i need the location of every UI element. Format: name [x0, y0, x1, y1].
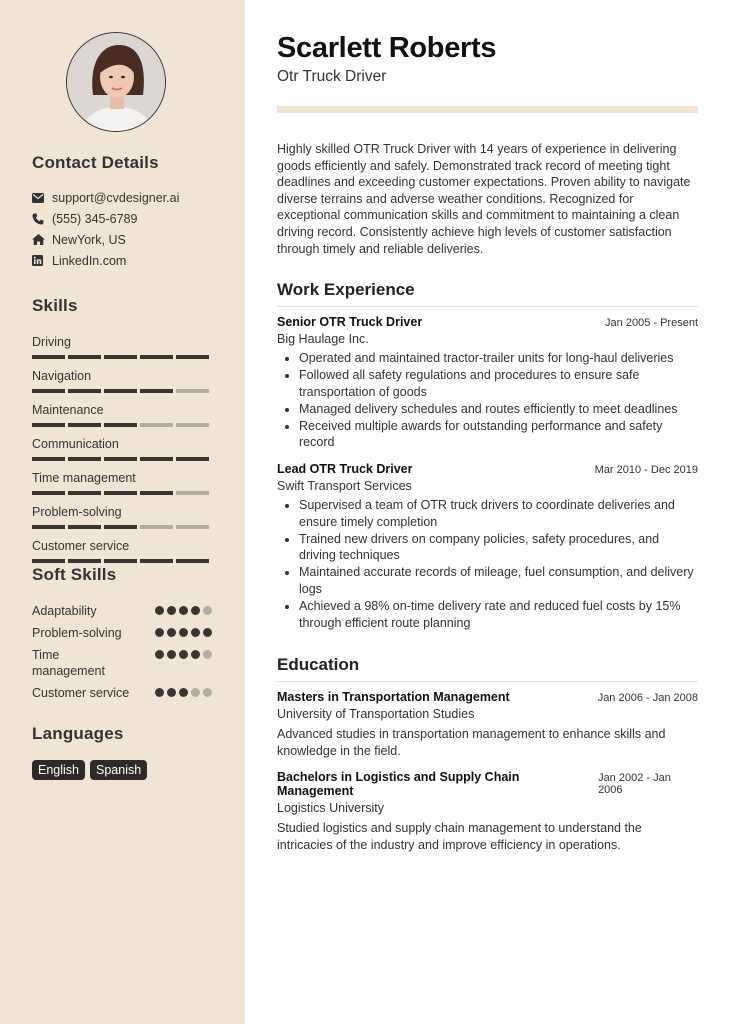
candidate-name: Scarlett Roberts: [277, 32, 497, 64]
accent-divider: [277, 106, 698, 113]
skill-level-segment: [104, 423, 137, 427]
skill-level-segment: [68, 457, 101, 461]
skill-level-segment: [176, 491, 209, 495]
work-bullets: [277, 350, 698, 451]
contact-linkedin[interactable]: [32, 250, 212, 271]
skill-level-segment: [140, 457, 173, 461]
education-entry: [277, 690, 698, 759]
avatar: [66, 32, 166, 132]
skill-level-segment: [176, 525, 209, 529]
skill-name: Time management: [32, 471, 136, 485]
soft-skill-rating: [155, 606, 212, 615]
soft-skill-rating: [155, 688, 212, 697]
skill-level-bar: [32, 457, 212, 461]
skill-level-segment: [68, 389, 101, 393]
rating-dot: [203, 688, 212, 697]
skills-list: [32, 334, 212, 563]
rating-dot: [191, 650, 200, 659]
skill-level-segment: [140, 525, 173, 529]
work-bullet: • Maintained accurate records of mileage, fuel consumption, and delivery logs: [299, 564, 698, 597]
skill-level-bar: [32, 525, 212, 529]
work-date: Mar 2010 - Dec 2019: [594, 464, 698, 476]
work-company: Big Haulage Inc.: [277, 332, 369, 346]
skill-level-segment: [140, 423, 173, 427]
skill-level-segment: [104, 355, 137, 359]
rating-dot: [191, 688, 200, 697]
soft-skill-name: Customer service: [32, 686, 130, 700]
contact-email[interactable]: [32, 187, 212, 208]
profile-photo-icon: [67, 33, 166, 132]
education-description: Studied logistics and supply chain management to understand the intricacies of the industry and improve efficiency in operations.: [277, 821, 642, 852]
skill-level-segment: [140, 389, 173, 393]
contact-heading: Contact Details: [32, 153, 159, 172]
rating-dot: [167, 688, 176, 697]
contact-section: [32, 153, 212, 271]
skill-level-segment: [176, 423, 209, 427]
envelope-icon: [32, 193, 52, 203]
soft-skill-name: Problem-solving: [32, 626, 122, 640]
rating-dot: [167, 628, 176, 637]
contact-phone-text: (555) 345-6789: [52, 211, 138, 226]
skill-level-bar: [32, 355, 212, 359]
skill-level-segment: [68, 355, 101, 359]
work-bullet: • Operated and maintained tractor-trailer units for long-haul deliveries: [299, 350, 698, 367]
skill-level-bar: [32, 423, 212, 427]
rating-dot: [203, 628, 212, 637]
work-role: Senior OTR Truck Driver: [277, 315, 423, 329]
skill-level-segment: [32, 355, 65, 359]
rating-dot: [155, 606, 164, 615]
contact-linkedin-text: LinkedIn.com: [52, 253, 127, 268]
contact-location: [32, 229, 212, 250]
home-icon: [32, 234, 52, 245]
contact-location-text: NewYork, US: [52, 232, 126, 247]
candidate-title: Otr Truck Driver: [277, 68, 387, 85]
skill-item: [32, 470, 212, 495]
work-entry: [277, 462, 698, 632]
skill-level-segment: [32, 423, 65, 427]
soft-skill-rating: [155, 628, 212, 637]
rating-dot: [191, 628, 200, 637]
soft-skills-heading: Soft Skills: [32, 565, 117, 584]
skill-name: Maintenance: [32, 403, 104, 417]
language-tag: Spanish: [90, 760, 147, 780]
work-company: Swift Transport Services: [277, 479, 412, 493]
skill-level-segment: [176, 559, 209, 563]
rating-dot: [167, 650, 176, 659]
phone-icon: [32, 213, 52, 225]
soft-skill-item: [32, 603, 212, 619]
skill-level-segment: [104, 559, 137, 563]
rating-dot: [179, 628, 188, 637]
work-bullet: • Trained new drivers on company policies, safety procedures, and driving techniques: [299, 531, 698, 564]
skill-name: Navigation: [32, 369, 92, 383]
skills-section: [32, 296, 212, 572]
soft-skill-item: [32, 647, 212, 679]
rating-dot: [155, 650, 164, 659]
rating-dot: [155, 688, 164, 697]
skill-level-segment: [32, 457, 65, 461]
skill-level-segment: [104, 525, 137, 529]
skill-item: [32, 334, 212, 359]
rating-dot: [167, 606, 176, 615]
skill-item: [32, 504, 212, 529]
skill-item: [32, 538, 212, 563]
soft-skill-name: Adaptability: [32, 604, 97, 618]
rating-dot: [179, 606, 188, 615]
work-bullet: • Followed all safety regulations and procedures to ensure safe transportation of goods: [299, 367, 698, 400]
languages-section: [32, 724, 212, 780]
skill-level-segment: [176, 355, 209, 359]
sidebar: [0, 0, 245, 1024]
skill-level-segment: [32, 389, 65, 393]
skill-level-segment: [68, 559, 101, 563]
soft-skills-list: [32, 603, 212, 701]
education-date: Jan 2002 - Jan 2006: [598, 772, 671, 796]
skill-level-segment: [176, 457, 209, 461]
contact-phone[interactable]: [32, 208, 212, 229]
languages-heading: Languages: [32, 724, 124, 743]
main-content: [245, 0, 730, 1024]
soft-skill-item: [32, 685, 212, 701]
work-bullet: • Achieved a 98% on-time delivery rate and reduced fuel costs by 15% through efficient route planning: [299, 598, 698, 631]
skill-level-segment: [176, 389, 209, 393]
skill-level-segment: [32, 525, 65, 529]
education-degree: Masters in Transportation Management: [277, 690, 510, 704]
work-bullet: • Supervised a team of OTR truck drivers to coordinate deliveries and ensure timely completion: [299, 497, 698, 530]
skill-level-segment: [140, 491, 173, 495]
skill-name: Communication: [32, 437, 119, 451]
skill-level-segment: [140, 355, 173, 359]
skill-level-bar: [32, 559, 212, 563]
skills-heading: Skills: [32, 296, 78, 315]
work-bullet: • Received multiple awards for outstanding performance and safety record: [299, 418, 698, 451]
skill-level-bar: [32, 491, 212, 495]
work-role: Lead OTR Truck Driver: [277, 462, 413, 476]
soft-skill-name: Time management: [32, 648, 105, 678]
linkedin-icon: [32, 255, 52, 266]
education-school: University of Transportation Studies: [277, 707, 475, 721]
skill-level-bar: [32, 389, 212, 393]
skill-level-segment: [68, 525, 101, 529]
skill-level-segment: [104, 491, 137, 495]
skill-item: [32, 436, 212, 461]
skill-level-segment: [68, 423, 101, 427]
soft-skill-rating: [155, 650, 212, 659]
skill-level-segment: [104, 457, 137, 461]
profile-summary: Highly skilled OTR Truck Driver with 14 years of experience in delivering goods efficiently and safely. Demonstrated track record of meeting tight deadlines and exceeding customer expectations. Proven ability to navigate diverse terrains and adverse weather conditions. Recognized for exceptional communication skills and commitment to maintaining a clean driving record. Consistently achieve high levels of customer satisfaction through timely and reliable deliveries.: [277, 142, 691, 256]
rating-dot: [203, 650, 212, 659]
rating-dot: [179, 650, 188, 659]
education-heading: Education: [277, 655, 698, 682]
education-date: Jan 2006 - Jan 2008: [597, 692, 698, 704]
education-description: Advanced studies in transportation management to enhance skills and knowledge in the field.: [277, 727, 666, 758]
skill-item: [32, 368, 212, 393]
work-date: Jan 2005 - Present: [605, 317, 698, 329]
languages-list: [32, 760, 212, 780]
work-bullet: • Managed delivery schedules and routes efficiently to meet deadlines: [299, 401, 698, 418]
skill-level-segment: [68, 491, 101, 495]
language-tag: English: [32, 760, 85, 780]
soft-skill-item: [32, 625, 212, 641]
skill-name: Driving: [32, 335, 71, 349]
skill-level-segment: [140, 559, 173, 563]
skill-level-segment: [32, 559, 65, 563]
work-bullets: [277, 497, 698, 631]
rating-dot: [179, 688, 188, 697]
rating-dot: [191, 606, 200, 615]
work-entry: [277, 315, 698, 452]
skill-item: [32, 402, 212, 427]
contact-list: [32, 187, 212, 271]
rating-dot: [155, 628, 164, 637]
education-degree: Bachelors in Logistics and Supply Chain Management: [277, 770, 520, 798]
skill-name: Problem-solving: [32, 505, 122, 519]
skill-level-segment: [104, 389, 137, 393]
skill-level-segment: [32, 491, 65, 495]
education-entry: [277, 770, 698, 853]
work-experience-heading: Work Experience: [277, 280, 698, 307]
soft-skills-section: [32, 565, 212, 707]
contact-email-text: support@cvdesigner.ai: [52, 190, 180, 205]
rating-dot: [203, 606, 212, 615]
education-school: Logistics University: [277, 801, 384, 815]
skill-name: Customer service: [32, 539, 130, 553]
